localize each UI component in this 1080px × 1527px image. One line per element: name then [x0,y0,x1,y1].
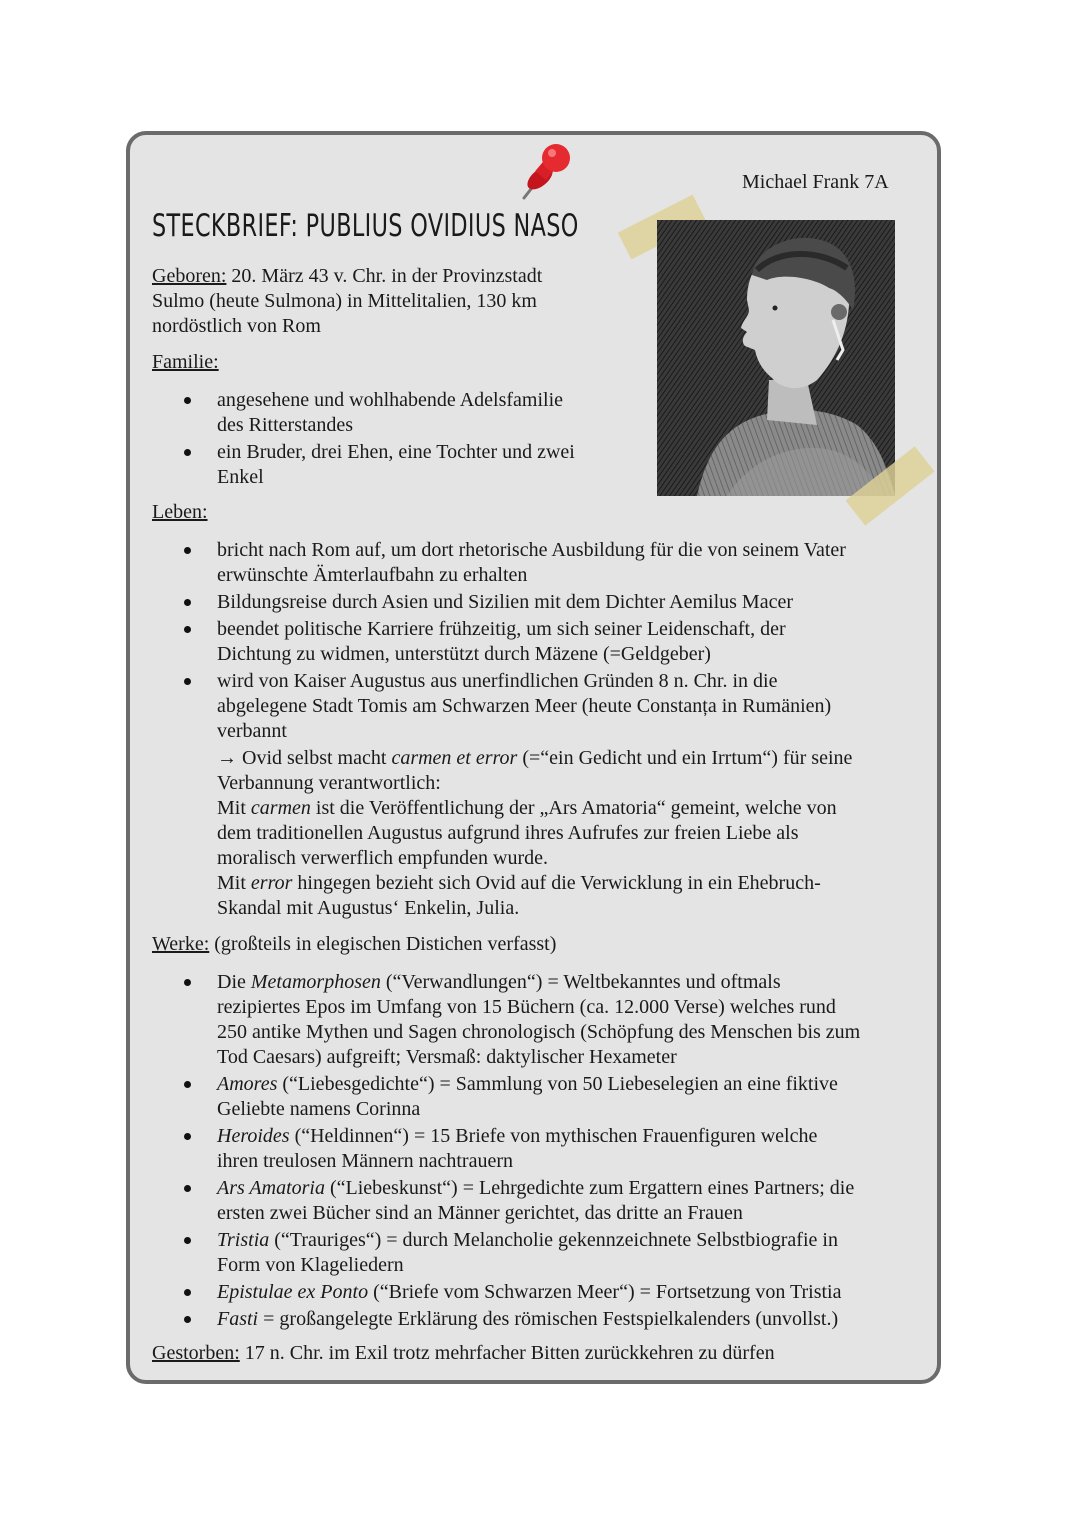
list-item: Die Metamorphosen (“Verwandlungen“) = Weltbekanntes und oftmals rezipiertes Epos im Umfang von 15 Büchern (ca. 12.000 Verse) welches rund 250 antike Mythen und Sagen chronologisch (Schöpfung des Menschen bis zum Tod Caesars) aufgreift; Versmaß: daktylischer Hexameter [152,970,922,1070]
works-heading [152,932,922,957]
list-item: bricht nach Rom auf, um dort rhetorische Ausbildung für die von seinem Vater erwünschte Ämterlaufbahn zu erhalten [152,538,922,588]
born-text: Sulmo (heute Sulmona) in Mittelitalien, 130 km [152,290,537,312]
born-text: nordöstlich von Rom [152,315,321,337]
works-label: Werke: [152,933,210,955]
red-pushpin-icon [510,140,576,206]
list-item: beendet politische Karriere frühzeitig, um sich seiner Leidenschaft, der Dichtung zu widmen, unterstützt durch Mäzene (=Geldgeber) [152,617,922,667]
list-item: Heroides (“Heldinnen“) = 15 Briefe von mythischen Frauenfiguren welche ihren treulosen Männern nachtrauern [152,1124,922,1174]
list-item: Amores (“Liebesgedichte“) = Sammlung von 50 Liebeselegien an eine fiktive Geliebte namens Corinna [152,1072,922,1122]
works-intro: (großteils in elegischen Distichen verfasst) [209,933,557,955]
born-label: Geboren: [152,265,227,287]
died-section [152,1341,922,1366]
list-item: Fasti = großangelegte Erklärung des römischen Festspielkalenders (unvollst.) [152,1307,922,1332]
list-item: angesehene und wohlhabende Adelsfamilie des Ritterstandes [152,388,672,438]
list-item: Ars Amatoria (“Liebeskunst“) = Lehrgedichte zum Ergattern eines Partners; die ersten zwei Bücher sind an Männer gerichtet, das dritte an Frauen [152,1176,922,1226]
list-item: Bildungsreise durch Asien und Sizilien mit dem Dichter Aemilus Macer [152,590,922,615]
family-list [152,388,672,490]
born-text: 20. März 43 v. Chr. in der Provinzstadt [226,265,543,287]
life-list [152,538,922,921]
ovid-portrait [657,220,895,496]
list-item: wird von Kaiser Augustus aus unerfindlichen Gründen 8 n. Chr. in die abgelegene Stadt Tomis am Schwarzen Meer (heute Constanța in Rumänien) verbannt [152,669,922,744]
exile-note: → Ovid selbst macht carmen et error (=“ein Gedicht und ein Irrtum“) für seine Verbannung verantwortlich: Mit carmen ist die Veröffentlichung der „Ars Amatoria“ gemeint, welche von dem traditionellen Augustus aufgrund ihres Aufrufes zur freien Liebe als moralisch verwerflich empfunden wurde. Mit error hingegen bezieht sich Ovid auf die Verwicklung in ein Ehebruch- Skandal mit Augustus‘ Enkelin, Julia. [217,747,853,919]
arrow-right-icon: → [217,747,237,769]
list-item: Epistulae ex Ponto (“Briefe vom Schwarzen Meer“) = Fortsetzung von Tristia [152,1280,922,1305]
page-title: STECKBRIEF: PUBLIUS OVIDIUS NASO [152,208,579,244]
author-name: Michael Frank 7A [742,171,889,193]
list-item: Tristia (“Trauriges“) = durch Melancholie gekennzeichnete Selbstbiografie in Form von Klageliedern [152,1228,922,1278]
life-label: Leben: [152,501,208,523]
died-text: 17 n. Chr. im Exil trotz mehrfacher Bitten zurückkehren zu dürfen [239,1342,775,1364]
family-label: Familie: [152,351,219,373]
list-item: ein Bruder, drei Ehen, eine Tochter und zwei Enkel [152,440,672,490]
works-list [152,970,922,1332]
died-label: Gestorben: [152,1342,240,1364]
born-section [152,264,622,339]
